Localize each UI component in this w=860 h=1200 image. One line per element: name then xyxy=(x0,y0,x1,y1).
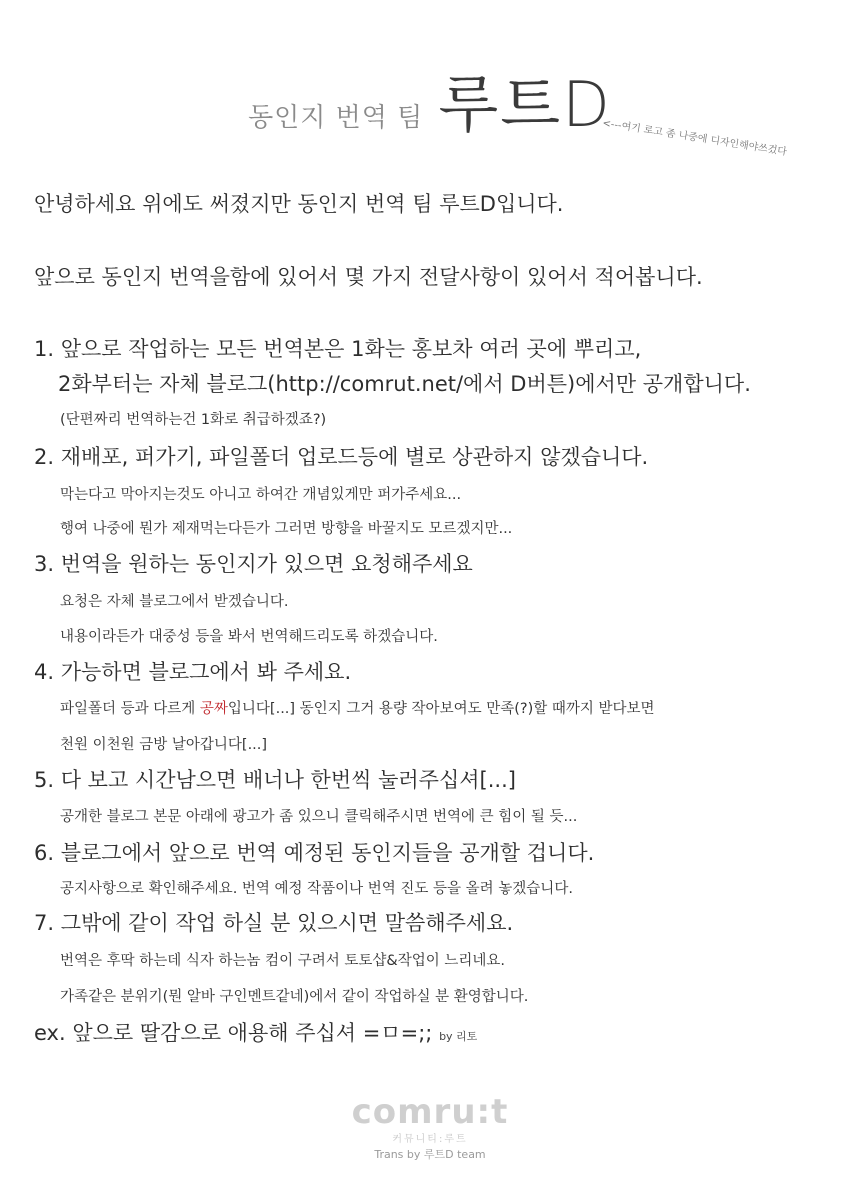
translation-credit: Trans by 루트D team xyxy=(374,1148,486,1161)
footer xyxy=(0,1092,860,1162)
item-6-title: 6. 블로그에서 앞으로 번역 예정된 동인지들을 공개할 겁니다. xyxy=(34,841,595,865)
logo-side-note: <---여기 로고 좀 나중에 디자인해야쓰겄다 xyxy=(601,117,788,158)
team-subtitle: 동인지 번역 팀 xyxy=(248,103,424,133)
closing-line xyxy=(34,1017,477,1047)
comrut-logo: comru:t xyxy=(351,1092,509,1132)
item-3-note-1: 요청은 자체 블로그에서 받겠습니다. xyxy=(60,594,289,610)
item-6-note-1: 공지사항으로 확인해주세요. 번역 예정 작품이나 번역 진도 등을 올려 놓겠습니다. xyxy=(60,881,573,897)
item-5-note-1: 공개한 블로그 본문 아래에 광고가 좀 있으니 클릭해주시면 번역에 큰 힘이 될 듯... xyxy=(60,809,578,825)
item-4-note-2: 천원 이천원 금방 날아갑니다[...] xyxy=(60,737,268,753)
item-3-note-2: 내용이라든가 대중성 등을 봐서 번역해드리도록 하겠습니다. xyxy=(60,629,438,645)
item-1-title: 1. 앞으로 작업하는 모든 번역본은 1화는 홍보차 여러 곳에 뿌리고, xyxy=(34,337,642,361)
page-header xyxy=(0,55,860,144)
intro-line-1: 안녕하세요 위에도 써졌지만 동인지 번역 팀 루트D입니다. xyxy=(34,192,564,216)
item-1-note-1: (단편짜리 번역하는건 1화로 취급하겠죠?) xyxy=(60,412,327,428)
item-4-title: 4. 가능하면 블로그에서 봐 주세요. xyxy=(34,660,352,684)
item-5-title: 5. 다 보고 시간남으면 배너나 한번씩 눌러주십셔[...] xyxy=(34,768,516,792)
closing-text: ex. 앞으로 딸감으로 애용해 주십셔 =ㅁ=;; xyxy=(34,1021,433,1045)
free-highlight: 공짜 xyxy=(199,701,228,717)
item-7-note-1: 번역은 후딱 하는데 식자 하는놈 컴이 구려서 토토샵&작업이 느리네요. xyxy=(60,953,505,969)
logo-subtitle: 커뮤니티:루트 xyxy=(392,1134,468,1145)
item-1-title-cont: 2화부터는 자체 블로그(http://comrut.net/에서 D버튼)에서만 공개합니다. xyxy=(58,372,751,396)
item-7-note-2: 가족같은 분위기(뭔 알바 구인멘트같네)에서 같이 작업하실 분 환영합니다. xyxy=(60,989,529,1005)
item-3-title: 3. 번역을 원하는 동인지가 있으면 요청해주세요 xyxy=(34,552,473,576)
item-2-note-1: 막는다고 막아지는것도 아니고 하여간 개념있게만 퍼가주세요... xyxy=(60,487,462,503)
item-7-title: 7. 그밖에 같이 작업 하실 분 있으시면 말씀해주세요. xyxy=(34,911,514,935)
item-2-note-2: 행여 나중에 뭔가 제재먹는다든가 그러면 방향을 바꿀지도 모르겠지만... xyxy=(60,521,513,537)
closing-byline: by 리토 xyxy=(439,1030,478,1043)
item-4-note-1 xyxy=(60,697,655,718)
item-4-note-1-post: 입니다[...] 동인지 그거 용량 작아보여도 만족(?)할 때까지 받다보면 xyxy=(227,701,655,717)
team-title: 루트D xyxy=(438,68,612,141)
item-4-note-1-pre: 파일폴더 등과 다르게 xyxy=(60,701,200,717)
item-2-title: 2. 재배포, 퍼가기, 파일폴더 업로드등에 별로 상관하지 않겠습니다. xyxy=(34,445,649,469)
intro-line-2: 앞으로 동인지 번역을함에 있어서 몇 가지 전달사항이 있어서 적어봅니다. xyxy=(34,265,703,289)
